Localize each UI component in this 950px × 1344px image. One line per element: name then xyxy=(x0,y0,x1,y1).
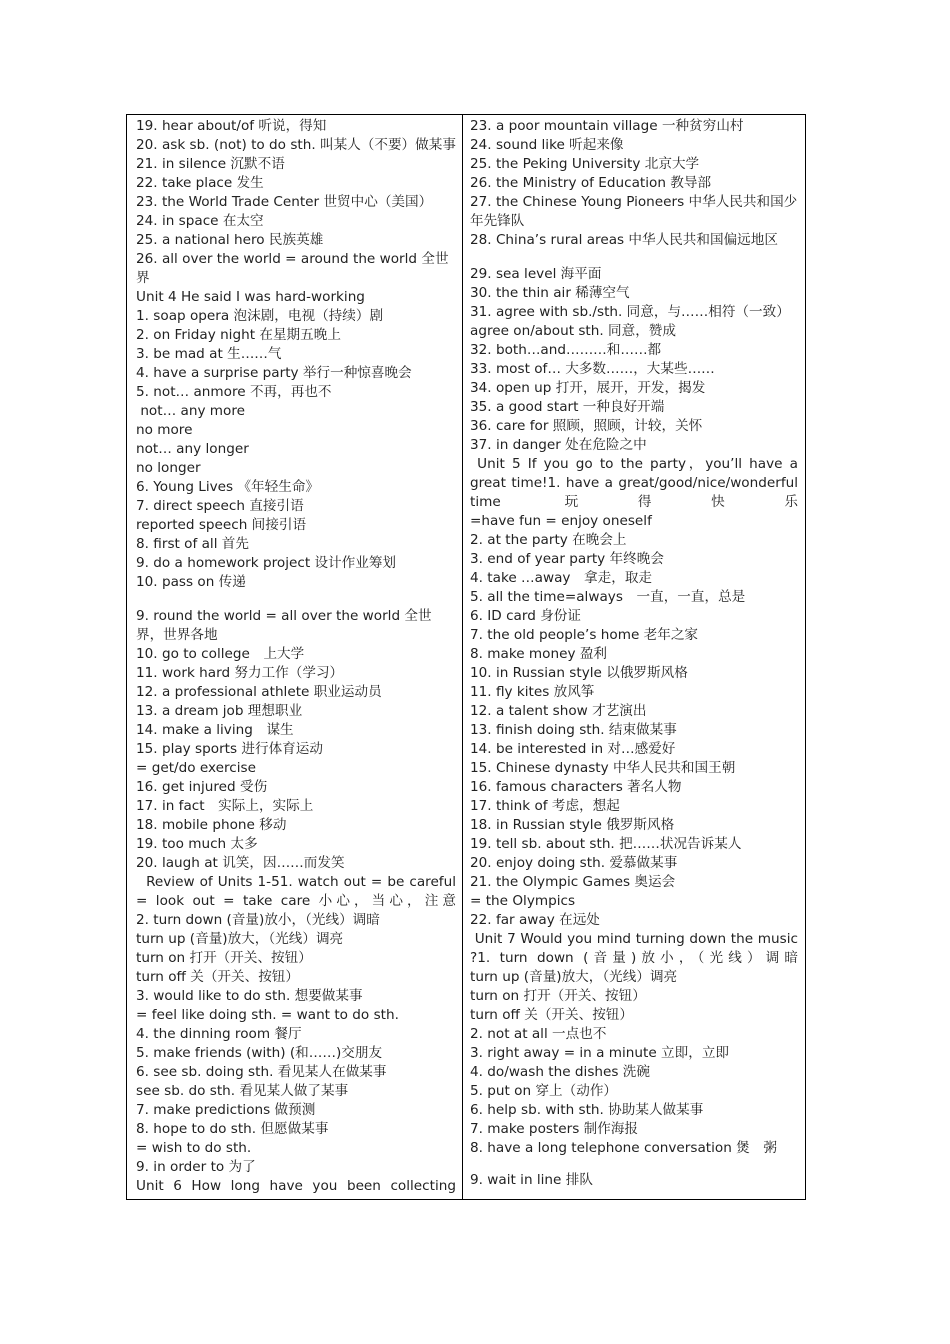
list-item: 33. most of… 大多数……，大某些…… xyxy=(470,361,715,377)
list-item: = get/do exercise xyxy=(136,760,256,776)
list-item: 11. work hard 努力工作（学习） xyxy=(136,665,344,681)
list-item: not… any longer xyxy=(136,441,249,457)
list-item: 16. famous characters 著名人物 xyxy=(470,779,682,795)
list-item: 7. direct speech 直接引语 xyxy=(136,498,304,514)
list-item: 15. Chinese dynasty 中华人民共和国王朝 xyxy=(470,760,736,776)
list-item: 25. a national hero 民族英雄 xyxy=(136,232,324,248)
list-item: 7. the old people’s home 老年之家 xyxy=(470,627,699,643)
unit-heading: Unit 6 How long have you been collecting xyxy=(136,1178,456,1194)
list-item: 10. go to college 上大学 xyxy=(136,646,305,662)
list-item: 16. get injured 受伤 xyxy=(136,779,268,795)
unit-heading: Unit 4 He said I was hard-working xyxy=(136,289,365,305)
column-divider xyxy=(462,115,463,1199)
list-item: 9. round the world = all over the world 全世界，世界各地 xyxy=(136,608,432,643)
list-item: 9. in order to 为了 xyxy=(136,1159,256,1175)
list-item: no more xyxy=(136,422,193,438)
list-item: 23. a poor mountain village 一种贫穷山村 xyxy=(470,118,744,134)
list-item: turn off 关（开关、按钮） xyxy=(470,1007,633,1023)
list-item: 25. the Peking University 北京大学 xyxy=(470,156,700,172)
list-item: =have fun = enjoy oneself xyxy=(470,513,652,529)
list-item: 11. fly kites 放风筝 xyxy=(470,684,595,700)
list-item: 7. make posters 制作海报 xyxy=(470,1121,639,1137)
list-item: 6. see sb. doing sth. 看见某人在做某事 xyxy=(136,1064,387,1080)
list-item: 5. put on 穿上（动作） xyxy=(470,1083,618,1099)
list-item: = the Olympics xyxy=(470,893,576,909)
list-item: 10. in Russian style 以俄罗斯风格 xyxy=(470,665,688,681)
list-item: 26. the Ministry of Education 教导部 xyxy=(470,175,712,191)
list-item: 21. the Olympic Games 奥运会 xyxy=(470,874,676,890)
list-item: 13. finish doing sth. 结束做某事 xyxy=(470,722,677,738)
list-item: 23. the World Trade Center 世贸中心（美国） xyxy=(136,194,433,210)
list-item: 8. hope to do sth. 但愿做某事 xyxy=(136,1121,329,1137)
right-column xyxy=(470,117,803,1190)
list-item: 27. the Chinese Young Pioneers 中华人民共和国少年先锋队 xyxy=(470,194,798,229)
list-item: 5. make friends (with) (和……)交朋友 xyxy=(136,1045,383,1061)
spacer xyxy=(470,250,798,265)
list-item: 8. first of all 首先 xyxy=(136,536,249,552)
list-item: 2. on Friday night 在星期五晚上 xyxy=(136,327,341,343)
list-item: 4. take …away 拿走，取走 xyxy=(470,570,653,586)
list-item: 14. make a living 谋生 xyxy=(136,722,294,738)
list-item: 3. end of year party 年终晚会 xyxy=(470,551,664,567)
list-item: 4. the dinning room 餐厅 xyxy=(136,1026,302,1042)
list-item: 29. sea level 海平面 xyxy=(470,266,602,282)
list-item: 31. agree with sb./sth. 同意，与……相符（一致） xyxy=(470,304,790,320)
list-item: 12. a professional athlete 职业运动员 xyxy=(136,684,382,700)
list-item: 35. a good start 一种良好开端 xyxy=(470,399,665,415)
list-item: 4. do/wash the dishes 洗碗 xyxy=(470,1064,650,1080)
list-item: 36. care for 照顾，照顾，计较，关怀 xyxy=(470,418,703,434)
list-item: 13. a dream job 理想职业 xyxy=(136,703,303,719)
list-item: 8. make money 盈利 xyxy=(470,646,608,662)
spacer xyxy=(470,1158,798,1171)
vocabulary-table xyxy=(126,114,806,1200)
list-item: 7. make predictions 做预测 xyxy=(136,1102,316,1118)
list-item: 17. think of 考虑，想起 xyxy=(470,798,620,814)
list-item: turn on 打开（开关、按钮） xyxy=(470,988,646,1004)
left-column xyxy=(136,117,461,1196)
list-item: 10. pass on 传递 xyxy=(136,574,246,590)
list-item: 21. in silence 沉默不语 xyxy=(136,156,285,172)
list-item: turn up (音量)放大，（光线）调亮 xyxy=(470,969,678,985)
list-item: agree on/about sth. 同意，赞成 xyxy=(470,323,676,339)
list-item: see sb. do sth. 看见某人做了某事 xyxy=(136,1083,349,1099)
list-item: 37. in danger 处在危险之中 xyxy=(470,437,647,453)
list-item: 19. tell sb. about sth. 把……状况告诉某人 xyxy=(470,836,742,852)
list-item: 20. ask sb. (not) to do sth. 叫某人（不要）做某事 xyxy=(136,137,456,153)
list-item: 2. at the party 在晚会上 xyxy=(470,532,627,548)
list-item: 17. in fact 实际上，实际上 xyxy=(136,798,314,814)
list-item: 24. in space 在太空 xyxy=(136,213,264,229)
list-item: 18. in Russian style 俄罗斯风格 xyxy=(470,817,675,833)
list-item: 3. right away = in a minute 立即，立即 xyxy=(470,1045,730,1061)
list-item: turn on 打开（开关、按钮） xyxy=(136,950,312,966)
list-item: 22. take place 发生 xyxy=(136,175,264,191)
list-item: not… any more xyxy=(136,403,246,419)
list-item: 15. play sports 进行体育运动 xyxy=(136,741,323,757)
list-item: 20. enjoy doing sth. 爱慕做某事 xyxy=(470,855,678,871)
spacer xyxy=(136,592,456,607)
list-item: 12. a talent show 才艺演出 xyxy=(470,703,647,719)
list-item: 34. open up 打开，展开，开发，揭发 xyxy=(470,380,706,396)
list-item: turn up (音量)放大，（光线）调亮 xyxy=(136,931,344,947)
unit-heading: Unit 7 Would you mind turning down the music ?1. turn down (音量)放小，（光线）调暗 xyxy=(470,931,803,966)
list-item: 5. all the time=always 一直，一直，总是 xyxy=(470,589,746,605)
list-item: 20. laugh at 讥笑，因……而发笑 xyxy=(136,855,345,871)
list-item: 2. not at all 一点也不 xyxy=(470,1026,607,1042)
review-heading: Review of Units 1-51. watch out = be careful = look out = take care 小心，当心，注意 xyxy=(136,874,461,909)
list-item: 6. ID card 身份证 xyxy=(470,608,581,624)
list-item: 3. be mad at 生……气 xyxy=(136,346,282,362)
list-item: 22. far away 在远处 xyxy=(470,912,600,928)
list-item: 32. both…and………和……都 xyxy=(470,342,662,358)
list-item: 28. China’s rural areas 中华人民共和国偏远地区 xyxy=(470,232,778,248)
list-item: 8. have a long telephone conversation 煲 粥 xyxy=(470,1140,777,1156)
list-item: 24. sound like 听起来像 xyxy=(470,137,624,153)
list-item: no longer xyxy=(136,460,201,476)
list-item: turn off 关（开关、按钮） xyxy=(136,969,299,985)
list-item: 4. have a surprise party 举行一种惊喜晚会 xyxy=(136,365,412,381)
list-item: 5. not… anmore 不再，再也不 xyxy=(136,384,332,400)
list-item: 6. Young Lives 《年轻生命》 xyxy=(136,479,320,495)
list-item: 18. mobile phone 移动 xyxy=(136,817,287,833)
list-item: = feel like doing sth. = want to do sth. xyxy=(136,1007,399,1023)
list-item: 19. hear about/of 听说，得知 xyxy=(136,118,327,134)
list-item: 2. turn down (音量)放小，（光线）调暗 xyxy=(136,912,380,928)
list-item: 26. all over the world = around the world 全世界 xyxy=(136,251,449,286)
list-item: = wish to do sth. xyxy=(136,1140,252,1156)
list-item: 9. wait in line 排队 xyxy=(470,1172,593,1188)
list-item: 14. be interested in 对…感爱好 xyxy=(470,741,676,757)
list-item: 3. would like to do sth. 想要做某事 xyxy=(136,988,363,1004)
list-item: reported speech 间接引语 xyxy=(136,517,307,533)
list-item: 19. too much 太多 xyxy=(136,836,258,852)
list-item: 30. the thin air 稀薄空气 xyxy=(470,285,630,301)
list-item: 9. do a homework project 设计作业筹划 xyxy=(136,555,397,571)
list-item: 1. soap opera 泡沫剧，电视（持续）剧 xyxy=(136,308,384,324)
unit-heading: Unit 5 If you go to the party，you’ll have a great time!1. have a great/good/nice/wonderful time 玩得快乐 xyxy=(470,456,803,510)
list-item: 6. help sb. with sth. 协助某人做某事 xyxy=(470,1102,704,1118)
